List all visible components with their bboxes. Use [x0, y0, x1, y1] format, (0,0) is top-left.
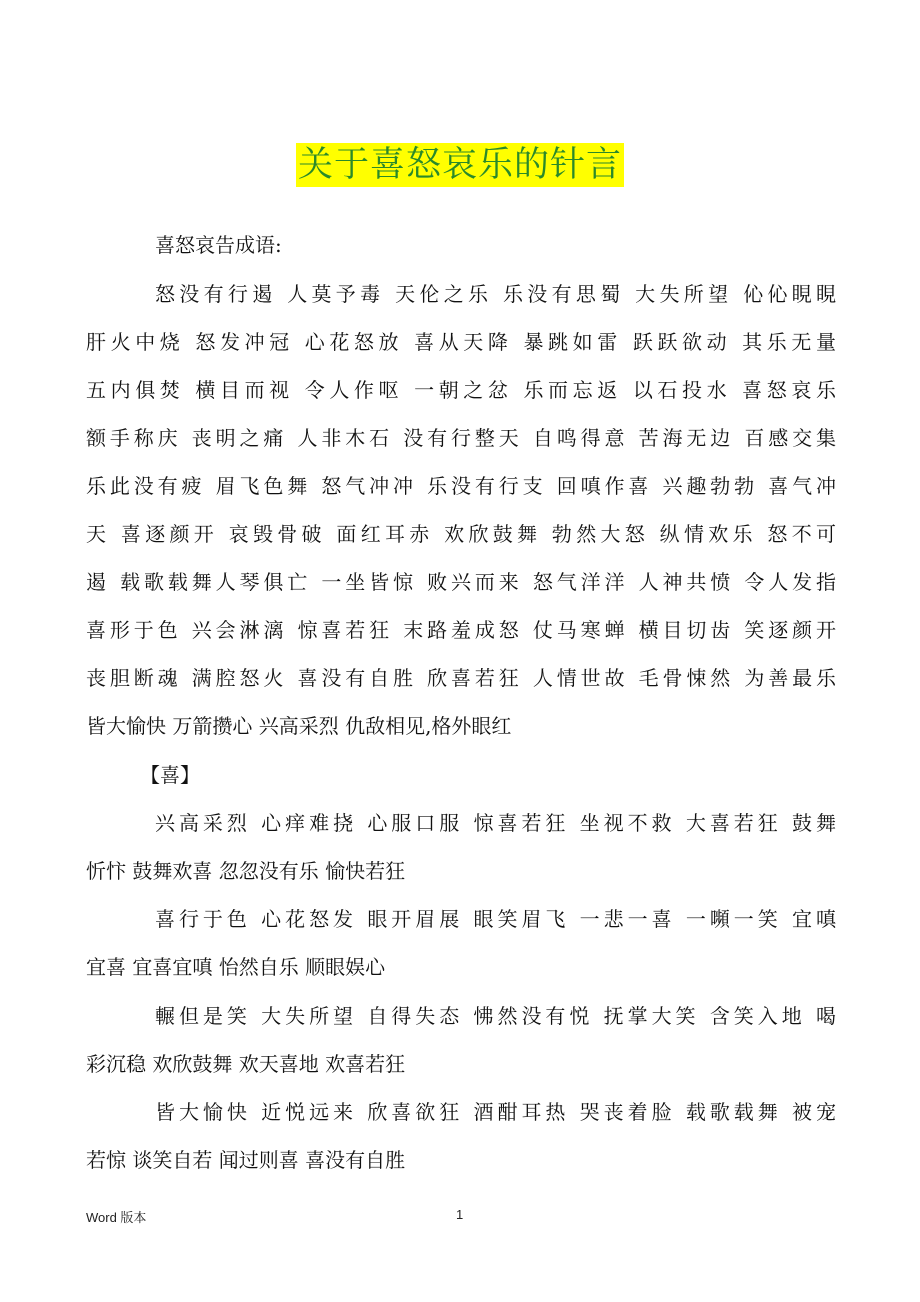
xi-line: 皆大愉快 近悦远来 欣喜欲狂 酒酣耳热 哭丧着脸 载歌载舞 被宠: [155, 1100, 836, 1124]
xi-line: 忻忭 鼓舞欢喜 忽忽没有乐 愉快若狂: [86, 859, 406, 883]
xi-line: 彩沉稳 欢欣鼓舞 欢天喜地 欢喜若狂: [86, 1052, 406, 1076]
xi-line: 兴高采烈 心痒难挠 心服口服 惊喜若狂 坐视不救 大喜若狂 鼓舞: [155, 811, 836, 835]
idiom-line: 遏 载歌载舞人琴俱亡 一坐皆惊 败兴而来 怒气洋洋 人神共愤 令人发指: [86, 570, 836, 594]
xi-line: 喜行于色 心花怒发 眼开眉展 眼笑眉飞 一悲一喜 一嚬一笑 宜嗔: [155, 907, 836, 931]
idiom-line: 天 喜逐颜开 哀毁骨破 面红耳赤 欢欣鼓舞 勃然大怒 纵情欢乐 怒不可: [86, 522, 836, 546]
idiom-line: 五内俱焚 横目而视 令人作呕 一朝之忿 乐而忘返 以石投水 喜怒哀乐: [86, 378, 836, 402]
xi-line: 若惊 谈笑自若 闻过则喜 喜没有自胜: [86, 1148, 406, 1172]
title-text: 关于喜怒哀乐的针言: [297, 145, 622, 185]
idiom-line: 肝火中烧 怒发冲冠 心花怒放 喜从天降 暴跳如雷 跃跃欲动 其乐无量: [86, 330, 836, 354]
page-number: 1: [456, 1207, 464, 1222]
xi-line: 輾但是笑 大失所望 自得失态 怫然没有悦 抚掌大笑 含笑入地 喝: [155, 1004, 836, 1028]
idiom-line: 乐此没有疲 眉飞色舞 怒气冲冲 乐没有行支 回嗔作喜 兴趣勃勃 喜气冲: [86, 474, 836, 498]
idiom-line: 丧胆断魂 满腔怒火 喜没有自胜 欣喜若狂 人情世故 毛骨悚然 为善最乐: [86, 666, 836, 690]
xi-line: 宜喜 宜喜宜嗔 怡然自乐 顺眼娱心: [86, 955, 386, 979]
section-label: 【喜】: [140, 763, 200, 787]
idiom-line: 喜形于色 兴会淋漓 惊喜若狂 末路羞成怒 仗马寒蝉 横目切齿 笑逐颜开: [86, 618, 836, 642]
document-title: [0, 140, 920, 190]
idiom-line: 额手称庆 丧明之痛 人非木石 没有行整天 自鸣得意 苦海无边 百感交集: [86, 426, 836, 450]
idiom-line: 怒没有行遏 人莫予毒 天伦之乐 乐没有思蜀 大失所望 伈伈睍睍: [155, 282, 836, 306]
idiom-line: 皆大愉快 万箭攒心 兴高采烈 仇敌相见,格外眼红: [86, 714, 512, 738]
heading: 喜怒哀告成语:: [155, 233, 282, 257]
footer-version: Word 版本: [86, 1210, 147, 1225]
